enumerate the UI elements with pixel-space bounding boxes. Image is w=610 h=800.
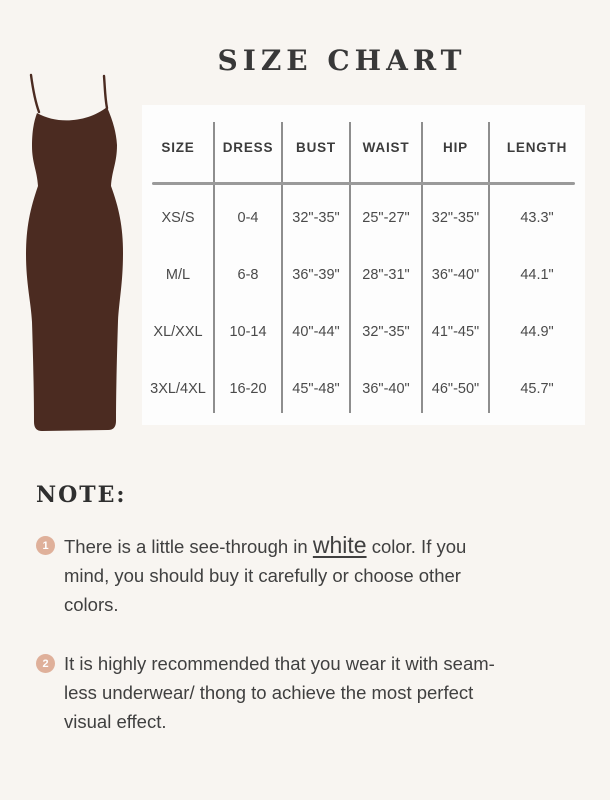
size-table bbox=[142, 105, 585, 425]
table-cell: 0-4 bbox=[237, 209, 259, 226]
column-divider bbox=[488, 122, 490, 413]
table-cell: 36"-40" bbox=[431, 266, 480, 283]
note-1-text-before: There is a little see-through in bbox=[64, 536, 313, 557]
column-divider bbox=[281, 122, 283, 413]
table-cell: 43.3" bbox=[520, 209, 554, 226]
table-cell: 41"-45" bbox=[431, 323, 480, 340]
page-title: SIZE CHART bbox=[217, 44, 467, 77]
column-header-bust: BUST bbox=[296, 139, 336, 155]
dress-body-icon bbox=[26, 107, 123, 431]
column-divider bbox=[213, 122, 215, 413]
table-cell: 6-8 bbox=[237, 266, 259, 283]
table-cell: 28"-31" bbox=[362, 266, 410, 283]
column-header-size: SIZE bbox=[161, 139, 195, 155]
notes-section bbox=[36, 482, 584, 736]
size-table-panel bbox=[142, 105, 585, 425]
note-item-1 bbox=[36, 531, 584, 619]
table-cell: 36"-39" bbox=[292, 266, 340, 283]
note-1-line-2: mind, you should buy it carefully or choose other bbox=[64, 565, 461, 586]
table-cell: 36"-40" bbox=[362, 380, 410, 397]
note-1-text-after: color. If you bbox=[366, 536, 467, 557]
note-1-line-1 bbox=[64, 531, 466, 561]
note-number-2-badge: 2 bbox=[36, 654, 55, 673]
column-divider bbox=[421, 122, 423, 413]
table-cell: 44.9" bbox=[520, 323, 554, 340]
table-cell: 32"-35" bbox=[431, 209, 480, 226]
note-2-text bbox=[64, 649, 495, 736]
header-divider bbox=[152, 182, 575, 185]
column-header-waist: WAIST bbox=[362, 139, 410, 155]
table-cell: XL/XXL bbox=[153, 323, 203, 340]
note-2-line-2: less underwear/ thong to achieve the most perfect bbox=[64, 682, 474, 703]
dress-strap-right-icon bbox=[104, 76, 107, 108]
table-cell: 32"-35" bbox=[292, 209, 340, 226]
table-cell: 46"-50" bbox=[431, 380, 480, 397]
column-divider bbox=[349, 122, 351, 413]
table-cell: XS/S bbox=[161, 209, 195, 226]
table-cell: 45"-48" bbox=[292, 380, 340, 397]
highlighted-word-white: white bbox=[312, 532, 367, 558]
table-cell: 10-14 bbox=[229, 323, 267, 340]
note-item-2 bbox=[36, 649, 584, 736]
table-cell: M/L bbox=[165, 266, 191, 283]
table-cell: 44.1" bbox=[520, 266, 554, 283]
table-cell: 32"-35" bbox=[362, 323, 410, 340]
note-2-line-1: It is highly recommended that you wear it with seam- bbox=[64, 653, 495, 674]
note-2-line-3: visual effect. bbox=[64, 711, 167, 732]
table-cell: 45.7" bbox=[520, 380, 554, 397]
table-cell: 16-20 bbox=[229, 380, 267, 397]
column-header-hip: HIP bbox=[443, 139, 468, 155]
note-1-line-3: colors. bbox=[64, 594, 119, 615]
column-header-length: LENGTH bbox=[506, 139, 568, 155]
table-cell: 40"-44" bbox=[292, 323, 340, 340]
notes-heading: NOTE: bbox=[36, 482, 127, 508]
dress-strap-left-icon bbox=[31, 75, 39, 112]
table-cell: 3XL/4XL bbox=[150, 380, 206, 397]
table-cell: 25"-27" bbox=[362, 209, 410, 226]
dress-illustration bbox=[0, 55, 150, 455]
product-dress-image bbox=[0, 55, 150, 455]
note-1-text bbox=[64, 531, 466, 619]
column-header-dress: DRESS bbox=[222, 139, 274, 155]
note-number-1-badge: 1 bbox=[36, 536, 55, 555]
